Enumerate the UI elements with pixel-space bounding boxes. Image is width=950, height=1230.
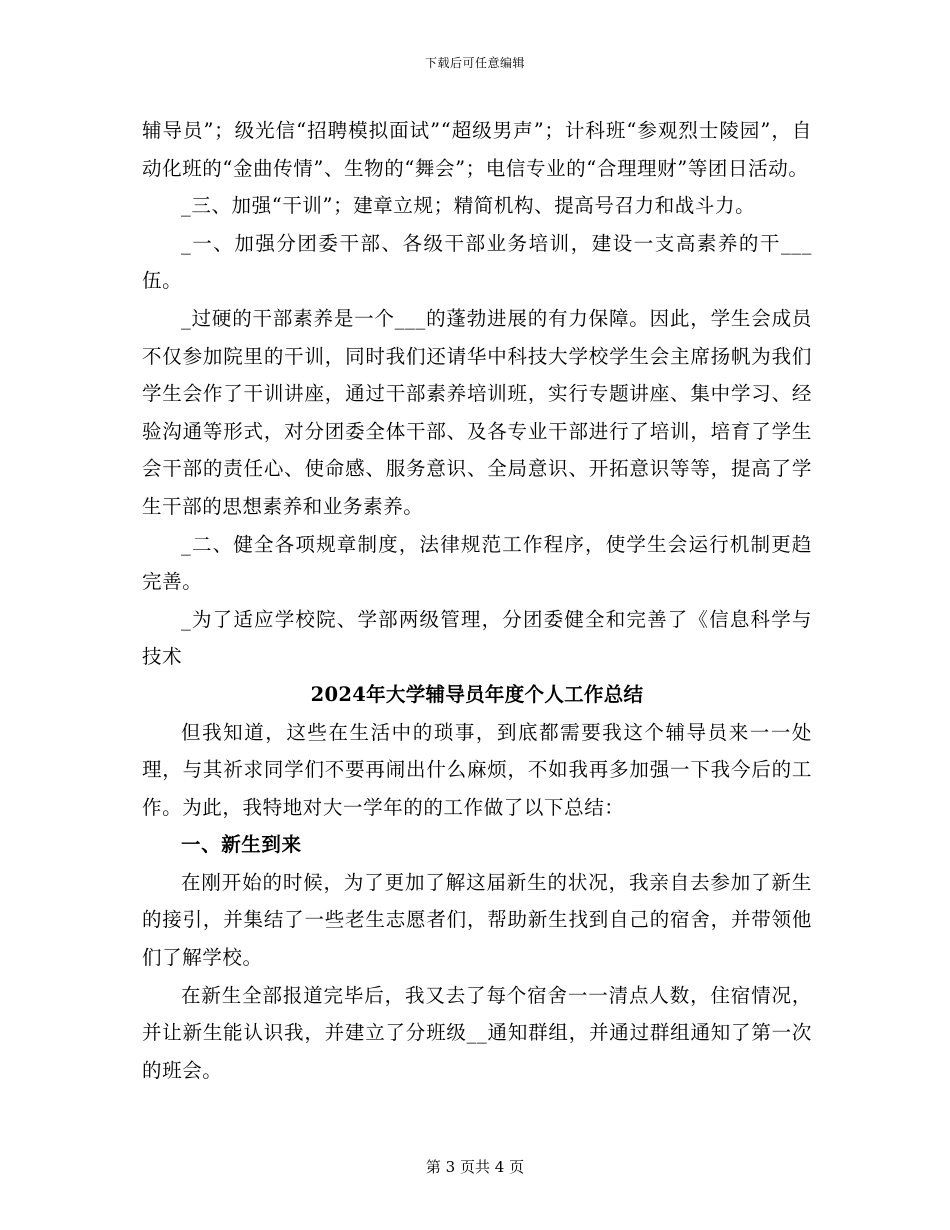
paragraph-7: 但我知道，这些在生活中的琐事，到底都需要我这个辅导员来一一处理，与其祈求同学们不要再闹出什么麻烦，不如我再多加强一下我今后的工作。为此，我特地对大一学年的的工作做了以下总结： [142, 720, 812, 819]
section-heading: 一、新生到来 [181, 833, 302, 857]
paragraph-3: _一、加强分团委干部、各级干部业务培训，建设一支高素养的干___伍。 [142, 231, 812, 293]
page-header: 下载后可任意编辑 [424, 56, 525, 70]
paragraph-8: 在刚开始的时候，为了更加了解这届新生的状况，我亲自去参加了新生的接引，并集结了一些老生志愿者们，帮助新生找到自己的宿舍，并带领他们了解学校。 [142, 870, 812, 970]
paragraph-1: 辅导员”；级光信“招聘模拟面试”“超级男声”；计科班“参观烈士陵园”，自动化班的“金曲传情”、生物的“舞会”；电信专业的“合理理财”等团日活动。 [142, 119, 812, 180]
document-title: 2024年大学辅导员年度个人工作总结 [310, 682, 644, 706]
paragraph-9: 在新生全部报道完毕后，我又去了每个宿舍一一清点人数，住宿情况，并让新生能认识我，并建立了分班级__通知群组，并通过群组通知了第一次的班会。 [142, 983, 812, 1082]
page-footer: 第 3 页共 4 页 [425, 1158, 525, 1176]
paragraph-4: _过硬的干部素养是一个___的蓬勃进展的有力保障。因此，学生会成员不仅参加院里的干训，同时我们还请华中科技大学校学生会主席扬帆为我们学生会作了干训讲座，通过干部素养培训班，实行专题讲座、集中学习、经验沟通等形式，对分团委全体干部、及各专业干部进行了培训，培育了学生会干部的责任心、使命感、服务意识、全局意识、开拓意识等等，提高了学生干部的思想素养和业务素养。 [142, 306, 812, 518]
paragraph-5: _二、健全各项规章制度，法律规范工作程序，使学生会运行机制更趋完善。 [142, 532, 812, 594]
paragraph-2: _三、加强“干训”；建章立规；精简机构、提高号召力和战斗力。 [181, 194, 756, 218]
document-body [142, 112, 812, 1089]
paragraph-6: _为了适应学校院、学部两级管理，分团委健全和完善了《信息科学与技术 [142, 607, 812, 669]
